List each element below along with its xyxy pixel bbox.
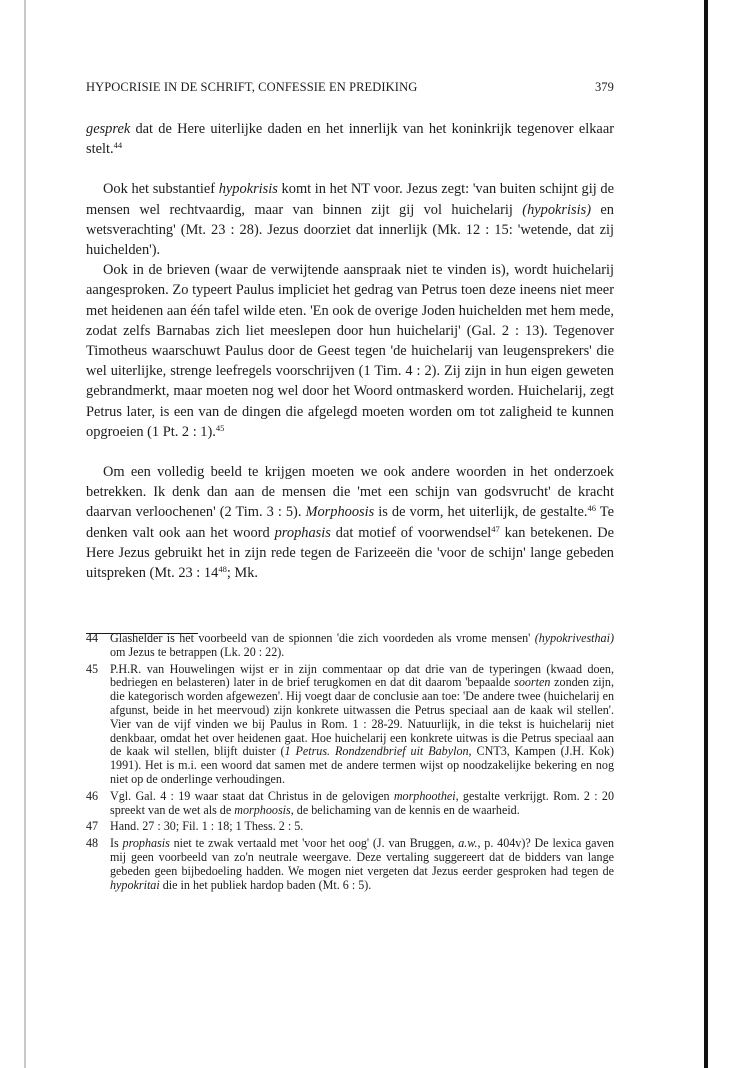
footnote-ref: 45	[215, 422, 225, 433]
footnotes	[86, 632, 614, 895]
paragraph-2: Ook het substantief hypokrisis komt in het NT voor. Jezus zegt: 'van buiten schijnt gij de mensen wel rechtvaardig, maar van binnen zijt gij vol huichelarij (hypokrisis) en wetsverachting' (Mt. 23 : 28). Jezus doorziet dat innerlijk (Mk. 12 : 15: 'wetende, dat zij huichelden').	[86, 181, 614, 259]
footnote-45: 45 P.H.R. van Houwelingen wijst er in zijn commentaar op dat drie van de typeringen (kwaad doen, bedriegen en belasteren) later in de brief terugkomen en dat dit daarom 'bepaalde soorten zonden zijn, die kategorisch worden afgewezen'. Hij voegt daar de conclusie aan toe: 'De andere twee (huichelarij en afgunst, beide in het meervoud) zijn konkrete uitwassen die Petrus speciaal aan de kaak wil stellen'. Vier van de vijf vinden we bij Paulus in Rom. 1 : 28-29. Natuurlijk, in die tekst is huichelarij niet denkbaar, omdat het over heidenen gaat. Hoe huichelarij een konkrete uitwas is die Petrus speciaal aan de kaak wil stellen, blijft duister (1 Petrus. Rondzendbrief uit Babylon, CNT3, Kampen (J.H. Kok) 1991). Het is m.i. een woord dat samen met de andere termen wijst op noodzakelijke bekering en nog niet op de onderlinge verhoudingen.	[86, 661, 614, 786]
footnote-47: 47 Hand. 27 : 30; Fil. 1 : 18; 1 Thess. 2 : 5.	[86, 819, 304, 834]
italic-term: prophasis	[274, 524, 331, 541]
footnote-44: 44 Glashelder is het voorbeeld van de spionnen 'die zich voordeden als vrome mensen' (hypokrivesthai) om Jezus te betrappen (Lk. 20 : 22).	[86, 631, 614, 659]
paragraph-3: Ook in de brieven (waar de verwijtende aanspraak niet te vinden is), wordt huichelarij aangesproken. Zo typeert Paulus impliciet het gedrag van Petrus toen deze ineens niet meer met heidenen aan één tafel wilde eten. 'En ook de overige Joden huichelden met hem mede, zodat zelfs Barnabas zich liet meeslepen door hun huichelarij' (Gal. 2 : 13). Tegenover Timotheus waarschuwt Paulus door de Geest tegen 'de huichelarij van leugensprekers' die wel uiterlijke, strenge leefregels voorschrijven (1 Tim. 4 : 2). Zij zijn in hun eigen geweten gebrandmerkt, maar moeten nog wel door het Woord ontmaskerd worden. Huichelarij, zegt Petrus later, is een van de dingen die afgelegd moeten worden om tot zaligheid te kunnen opgroeien (1 Pt. 2 : 1).$^{45}$	[86, 262, 614, 440]
footnote-number: 48	[86, 836, 99, 851]
page-number: 379	[594, 80, 614, 94]
italic-term: gesprek	[86, 121, 131, 137]
footnote-ref: 47	[491, 523, 500, 534]
scan-right-edge	[704, 0, 708, 1068]
running-head	[86, 80, 614, 95]
running-head-title: HYPOCRISIE IN DE SCHRIFT, CONFESSIE EN PREDIKING	[86, 80, 418, 94]
footnote-ref: 48	[218, 564, 227, 575]
footnote-ref: 44	[113, 140, 123, 151]
italic-term: hypokrisis	[218, 181, 278, 198]
footnote-number: 44	[86, 631, 99, 645]
body-text	[86, 119, 614, 583]
footnote-ref: 46	[587, 503, 597, 514]
footnote-46: 46 Vgl. Gal. 4 : 19 waar staat dat Christus in de gelovigen morphoothei, gestalte verkrijgt. Rom. 2 : 20 spreekt van de wet als de morphoosis, de belichaming van de kennis en de waarheid.	[86, 788, 614, 817]
paragraph-1: gesprek dat de Here uiterlijke daden en het innerlijk van het koninkrijk tegenover elkaar stelt.$^{44}$	[86, 121, 614, 158]
footnote-number: 47	[86, 819, 99, 834]
paragraph-4: Om een volledig beeld te krijgen moeten we ook andere woorden in het onderzoek betrekken. Ik denk dan aan de mensen die 'met een schijn van godsvrucht' de kracht daarvan verloochenen' (2 Tim. 3 : 5). Morphoosis is de vorm, het uiterlijk, de gestalte.$^{46}$ Te denken valt ook aan het woord prophasis dat motief of voorwendsel$^{47}$ kan betekenen. De Here Jezus gebruikt het in zijn rede tegen de Farizeeën die 'voor de schijn' lange gebeden uitspreken (Mt. 23 : $14^{48}$; Mk.	[86, 464, 614, 582]
footnote-number: 45	[86, 661, 99, 676]
scan-left-edge	[24, 0, 26, 1068]
italic-term: Morphoosis	[305, 504, 375, 521]
footnote-48: 48 Is prophasis niet te zwak vertaald met 'voor het oog' (J. van Bruggen, a.w., p. 404v)? De lexica gaven mij geen voorbeeld van zo'n neutrale weergave. Deze vertaling suggereert dat de bidders van lange gebeden geen bijbedoeling hadden. We mogen niet vergeten dat Jezus eerder gesproken had tegen de hypokritai die in het publiek hardop baden (Mt. 6 : 5).	[86, 836, 614, 892]
footnote-number: 46	[86, 788, 99, 803]
italic-term: (hypokrisis)	[522, 201, 592, 218]
